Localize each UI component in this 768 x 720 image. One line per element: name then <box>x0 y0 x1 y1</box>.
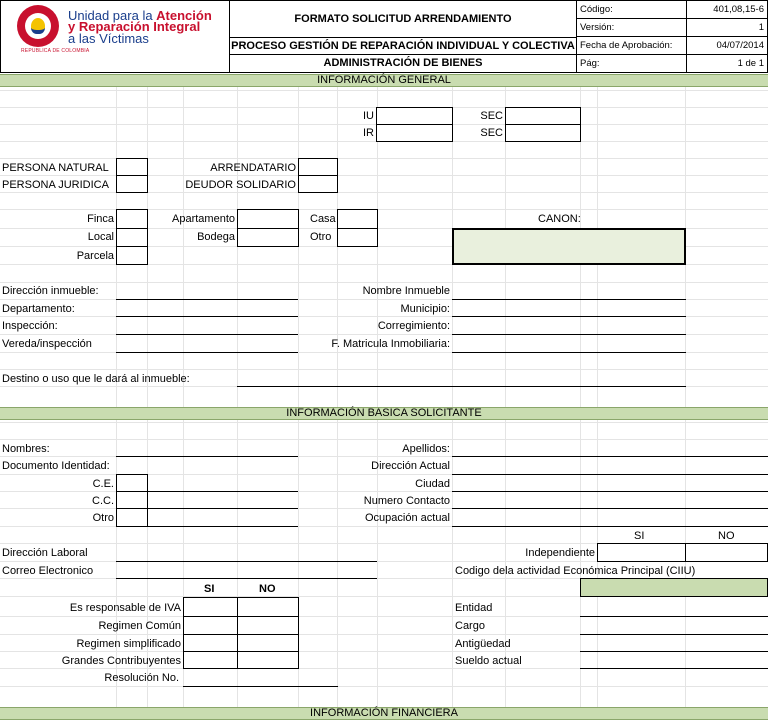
canon-label: CANON: <box>538 213 581 225</box>
org-line2: y Reparación Integral <box>68 19 201 34</box>
persona-juridica-label: PERSONA JURIDICA <box>2 179 109 191</box>
org-line3: a las Víctimas <box>68 31 149 46</box>
cargo-label: Cargo <box>455 620 485 632</box>
apartamento-check[interactable] <box>237 209 299 229</box>
section-basica: INFORMACIÓN BASICA SOLICITANTE <box>0 407 768 420</box>
si2-header: SI <box>204 583 215 595</box>
version-value: 1 <box>758 22 764 33</box>
persona-natural-label: PERSONA NATURAL <box>2 162 109 174</box>
destino-label: Destino o uso que le dará al inmueble: <box>2 373 190 385</box>
cc-check[interactable] <box>116 491 148 509</box>
ir-label: IR <box>363 127 374 139</box>
sec1-field[interactable] <box>505 107 581 125</box>
canon-field[interactable] <box>452 228 686 265</box>
finca-check[interactable] <box>116 209 148 229</box>
casa-check[interactable] <box>337 209 378 229</box>
apellidos-label: Apellidos: <box>402 443 450 455</box>
arrendatario-check[interactable] <box>298 158 338 176</box>
deudor-label: DEUDOR SOLIDARIO <box>185 179 296 191</box>
matricula-label: F. Matricula Inmobiliaria: <box>331 338 450 350</box>
direccion-label: Dirección inmueble: <box>2 285 99 297</box>
comun-si[interactable] <box>183 616 238 635</box>
nombre-inmueble-line[interactable] <box>452 299 686 300</box>
grandes-no[interactable] <box>237 651 299 669</box>
pag-value: 1 de 1 <box>737 58 764 69</box>
otro-doc-label: Otro <box>92 512 114 524</box>
otro-check[interactable] <box>337 228 378 247</box>
sec1-label: SEC <box>480 110 503 122</box>
numero-label: Numero Contacto <box>363 495 450 507</box>
inspeccion-label: Inspección: <box>2 320 58 332</box>
municipio-label: Municipio: <box>400 303 450 315</box>
pag-label: Pág: <box>580 58 600 69</box>
numero-line[interactable] <box>452 508 768 509</box>
departamento-line[interactable] <box>116 316 298 317</box>
ciiu-label: Codigo dela actividad Económica Principal (CIIU) <box>455 565 696 577</box>
iva-label: Es responsable de IVA <box>69 602 181 614</box>
direccion-actual-line[interactable] <box>452 474 768 475</box>
org-line1a: Unidad para la <box>68 8 157 23</box>
section-financiera: INFORMACIÓN FINANCIERA <box>0 707 768 720</box>
sueldo-line[interactable] <box>580 668 768 669</box>
local-check[interactable] <box>116 228 148 247</box>
direccion-actual-label: Dirección Actual <box>371 460 450 472</box>
municipio-line[interactable] <box>452 316 686 317</box>
persona-juridica-check[interactable] <box>116 175 148 193</box>
correo-line[interactable] <box>116 578 377 579</box>
iva-si[interactable] <box>183 597 238 617</box>
corregimiento-label: Corregimiento: <box>377 320 450 332</box>
parcela-check[interactable] <box>116 246 148 265</box>
inspeccion-line[interactable] <box>116 334 298 335</box>
comun-no[interactable] <box>237 616 299 635</box>
casa-label: Casa <box>310 213 336 225</box>
apellidos-line[interactable] <box>452 456 768 457</box>
si-header: SI <box>634 530 645 542</box>
iva-no[interactable] <box>237 597 299 617</box>
independiente-label: Independiente <box>525 547 595 559</box>
parcela-label: Parcela <box>76 250 114 262</box>
otro-label: Otro <box>310 231 332 243</box>
bodega-check[interactable] <box>237 228 299 247</box>
documento-label: Documento Identidad: <box>2 460 110 472</box>
vereda-label: Vereda/inspección <box>2 338 92 350</box>
no2-header: NO <box>259 583 276 595</box>
corregimiento-line[interactable] <box>452 334 686 335</box>
logo-text: REPUBLICA DE COLOMBIA <box>21 48 90 54</box>
antiguedad-line[interactable] <box>580 651 768 652</box>
bodega-label: Bodega <box>197 231 235 243</box>
resolucion-line[interactable] <box>183 686 338 687</box>
independiente-si[interactable] <box>597 543 686 562</box>
fecha-value: 04/07/2014 <box>716 40 764 51</box>
form-title: FORMATO SOLICITUD ARRENDAMIENTO <box>229 0 577 38</box>
otro-doc-line[interactable] <box>148 526 298 527</box>
resolucion-label: Resolución No. <box>104 672 179 684</box>
dir-laboral-label: Dirección Laboral <box>2 547 88 559</box>
independiente-no[interactable] <box>685 543 768 562</box>
fecha-label: Fecha de Aprobación: <box>580 40 673 51</box>
otro-doc-check[interactable] <box>116 508 148 527</box>
sec2-label: SEC <box>480 127 503 139</box>
apartamento-label: Apartamento <box>172 213 235 225</box>
deudor-check[interactable] <box>298 175 338 193</box>
destino-line[interactable] <box>237 386 686 387</box>
ciudad-line[interactable] <box>452 491 768 492</box>
ir-field[interactable] <box>376 124 453 142</box>
entidad-line[interactable] <box>580 616 768 617</box>
nombres-label: Nombres: <box>2 443 50 455</box>
sec2-field[interactable] <box>505 124 581 142</box>
simplificado-si[interactable] <box>183 634 238 652</box>
codigo-label: Código: <box>580 4 613 15</box>
ocupacion-line[interactable] <box>452 526 768 527</box>
ciiu-field[interactable] <box>580 578 768 597</box>
nombre-inmueble-label: Nombre Inmueble <box>362 285 450 297</box>
grandes-si[interactable] <box>183 651 238 669</box>
dir-laboral-line[interactable] <box>116 561 377 562</box>
process-title: PROCESO GESTIÓN DE REPARACIÓN INDIVIDUAL Y COLECTIVA <box>229 37 577 55</box>
matricula-line[interactable] <box>452 352 686 353</box>
direccion-line[interactable] <box>116 299 298 300</box>
no-header: NO <box>718 530 735 542</box>
org-line1b: Atención <box>156 8 212 23</box>
finca-label: Finca <box>87 213 114 225</box>
logo-seal-core <box>31 18 45 34</box>
correo-label: Correo Electronico <box>2 565 94 577</box>
section-general: INFORMACIÓN GENERAL <box>0 74 768 87</box>
iu-label: IU <box>363 110 374 122</box>
ce-line[interactable] <box>148 491 298 492</box>
ocupacion-label: Ocupación actual <box>365 512 450 524</box>
ce-label: C.E. <box>92 478 114 490</box>
version-label: Versión: <box>580 22 615 33</box>
grandes-label: Grandes Contribuyentes <box>61 655 181 667</box>
ciudad-label: Ciudad <box>415 478 450 490</box>
departamento-label: Departamento: <box>2 303 75 315</box>
iu-field[interactable] <box>376 107 453 125</box>
area-title: ADMINISTRACIÓN DE BIENES <box>229 54 577 73</box>
arrendatario-label: ARRENDATARIO <box>210 162 296 174</box>
antiguedad-label: Antigüedad <box>455 638 511 650</box>
simplificado-no[interactable] <box>237 634 299 652</box>
comun-label: Regimen Común <box>98 620 181 632</box>
nombres-line[interactable] <box>116 456 298 457</box>
sueldo-label: Sueldo actual <box>455 655 522 667</box>
ce-check[interactable] <box>116 474 148 492</box>
local-label: Local <box>87 231 114 243</box>
simplificado-label: Regimen simplificado <box>76 638 181 650</box>
cc-label: C.C. <box>92 495 114 507</box>
codigo-value: 401,08,15-6 <box>713 4 764 15</box>
persona-natural-check[interactable] <box>116 158 148 176</box>
entidad-label: Entidad <box>455 602 493 614</box>
cargo-line[interactable] <box>580 634 768 635</box>
cc-line[interactable] <box>148 508 298 509</box>
vereda-line[interactable] <box>116 352 298 353</box>
